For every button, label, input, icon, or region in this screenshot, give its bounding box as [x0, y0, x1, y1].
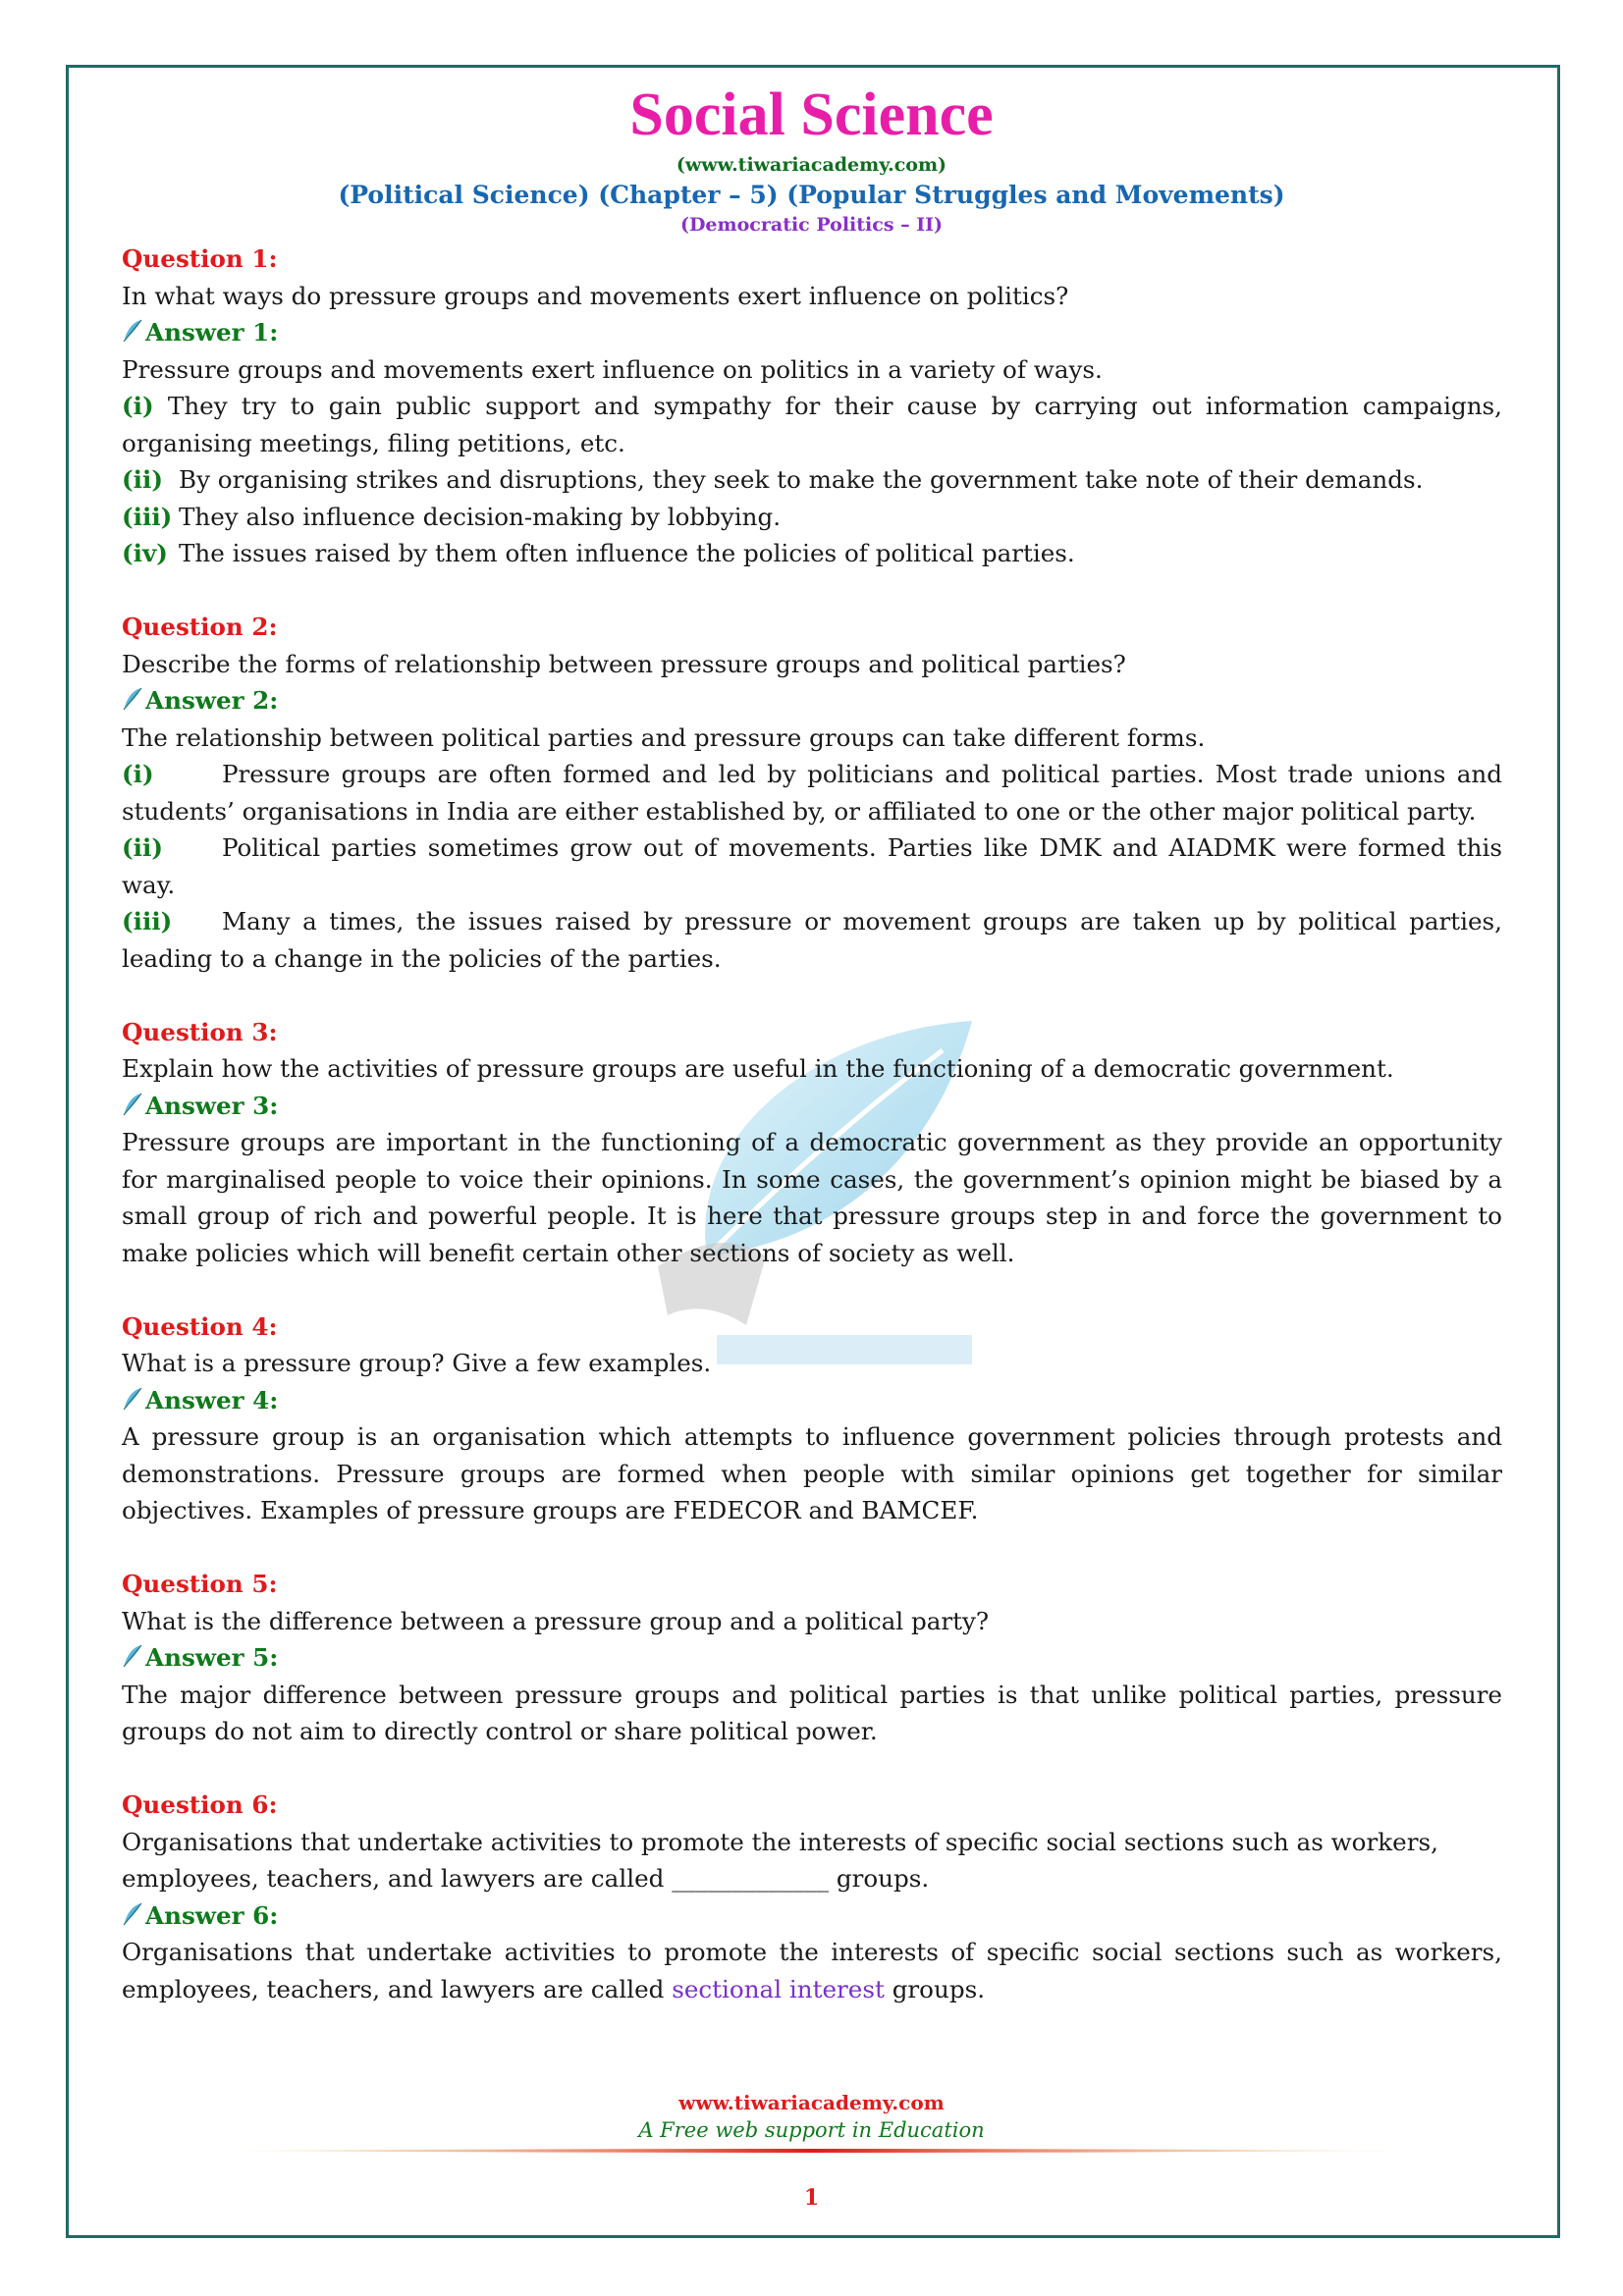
pen-icon [122, 1643, 143, 1669]
answer-6-heading [122, 1897, 1502, 1935]
answer-1-item-4 [122, 535, 1502, 572]
page-header [0, 79, 1623, 238]
header-url[interactable]: (www.tiwariacademy.com) [676, 154, 947, 176]
item-text: Pressure groups are often formed and led by politicians and political parties. Most trade unions and students’ organisations in India are either established by, or affiliated to one or the other major political party. [122, 760, 1502, 826]
item-number: (i) [122, 760, 154, 788]
question-2-label: Question 2: [122, 613, 278, 641]
item-number: (iv) [122, 539, 168, 567]
item-text: Many a times, the issues raised by pressure or movement groups are taken up by political parties, leading to a change in the policies of the parties. [122, 907, 1502, 973]
question-1-text: In what ways do pressure groups and movements exert influence on politics? [122, 281, 1069, 310]
answer-6-text [122, 1934, 1502, 2007]
pen-icon [122, 686, 143, 712]
question-3-text: Explain how the activities of pressure groups are useful in the functioning of a democratic government. [122, 1054, 1394, 1083]
footer-divider [226, 2148, 1400, 2154]
answer-5-text: The major difference between pressure groups and political parties is that unlike political parties, pressure groups do not aim to directly control or share political power. [122, 1680, 1502, 1745]
answer-2-label: Answer 2: [145, 686, 279, 715]
footer-url[interactable]: www.tiwariacademy.com [678, 2091, 945, 2114]
book-subtitle: (Democratic Politics – II) [679, 214, 944, 236]
item-text: They try to gain public support and sympathy for their cause by carrying out information campaigns, organising meetings, filing petitions, etc. [122, 392, 1502, 457]
answer-6-label: Answer 6: [145, 1900, 279, 1930]
question-6-text: Organisations that undertake activities to promote the interests of specific social sections such as workers, employees, teachers, and lawyers are called _____________ groups. [122, 1827, 1438, 1893]
answer-2-item-2 [122, 829, 1502, 903]
item-number: (i) [122, 392, 154, 420]
question-1-label: Question 1: [122, 244, 278, 273]
answer-4-text: A pressure group is an organisation which attempts to influence government policies through protests and demonstrations. Pressure groups are formed when people with similar opinions get together for similar objectives. Examples of pressure groups are FEDECOR and BAMCEF. [122, 1422, 1502, 1524]
question-4-label: Question 4: [122, 1311, 278, 1341]
answer-5-label: Answer 5: [145, 1643, 279, 1672]
footer-tagline: A Free web support in Education [638, 2118, 985, 2142]
answer-3-text: Pressure groups are important in the functioning of a democratic government as they provide an opportunity for marginalised people to voice their opinions. In some cases, the government’s opinion might be biased by a small group of rich and powerful people. It is here that pressure groups step in and force the government to make policies which will benefit certain other sections of society as well. [122, 1128, 1502, 1267]
answer-6-text-start: Organisations that undertake activities to promote the interests of specific social sections such as workers, employees, teachers, and lawyers are called [122, 1938, 1502, 2003]
answer-1-intro: Pressure groups and movements exert influence on politics in a variety of ways. [122, 354, 1103, 384]
answer-2-heading [122, 682, 1502, 720]
question-5-text: What is the difference between a pressure group and a political party? [122, 1606, 990, 1635]
answer-6-highlight: sectional interest [672, 1974, 885, 2003]
qa-content [122, 240, 1502, 2007]
page-footer [0, 2089, 1623, 2144]
pen-icon [122, 1386, 143, 1412]
item-text: The issues raised by them often influence the policies of political parties. [179, 539, 1075, 567]
pen-icon [122, 318, 143, 344]
answer-5-heading [122, 1639, 1502, 1677]
answer-1-item-3 [122, 499, 1502, 536]
chapter-subtitle: (Political Science) (Chapter – 5) (Popular Struggles and Movements) [338, 181, 1285, 209]
answer-1-label: Answer 1: [145, 318, 279, 347]
question-5-label: Question 5: [122, 1570, 278, 1598]
question-6-label: Question 6: [122, 1790, 278, 1819]
page-number: 1 [803, 2185, 820, 2211]
answer-3-label: Answer 3: [145, 1091, 279, 1120]
question-3-label: Question 3: [122, 1017, 278, 1046]
item-text: Political parties sometimes grow out of movements. Parties like DMK and AIADMK were formed this way. [122, 833, 1502, 899]
answer-2-intro: The relationship between political parties and pressure groups can take different forms. [122, 722, 1206, 752]
pen-icon [122, 1092, 143, 1117]
item-text: They also influence decision-making by lobbying. [179, 502, 782, 531]
answer-4-label: Answer 4: [145, 1385, 279, 1415]
answer-2-item-1 [122, 756, 1502, 829]
question-2-text: Describe the forms of relationship between pressure groups and political parties? [122, 649, 1126, 678]
item-number: (iii) [122, 502, 173, 531]
answer-1-item-1 [122, 388, 1502, 461]
question-4-text: What is a pressure group? Give a few examples. [122, 1349, 712, 1377]
answer-2-item-3 [122, 903, 1502, 977]
item-text: By organising strikes and disruptions, they seek to make the government take note of their demands. [179, 465, 1424, 494]
answer-4-heading [122, 1382, 1502, 1419]
item-number: (ii) [122, 833, 163, 862]
pen-icon [122, 1901, 143, 1927]
item-number: (ii) [122, 465, 163, 494]
answer-6-text-end: groups. [892, 1974, 986, 2003]
answer-3-heading [122, 1088, 1502, 1125]
page-title: Social Science [629, 81, 994, 148]
item-number: (iii) [122, 907, 173, 935]
answer-1-heading [122, 314, 1502, 351]
answer-1-item-2 [122, 461, 1502, 499]
